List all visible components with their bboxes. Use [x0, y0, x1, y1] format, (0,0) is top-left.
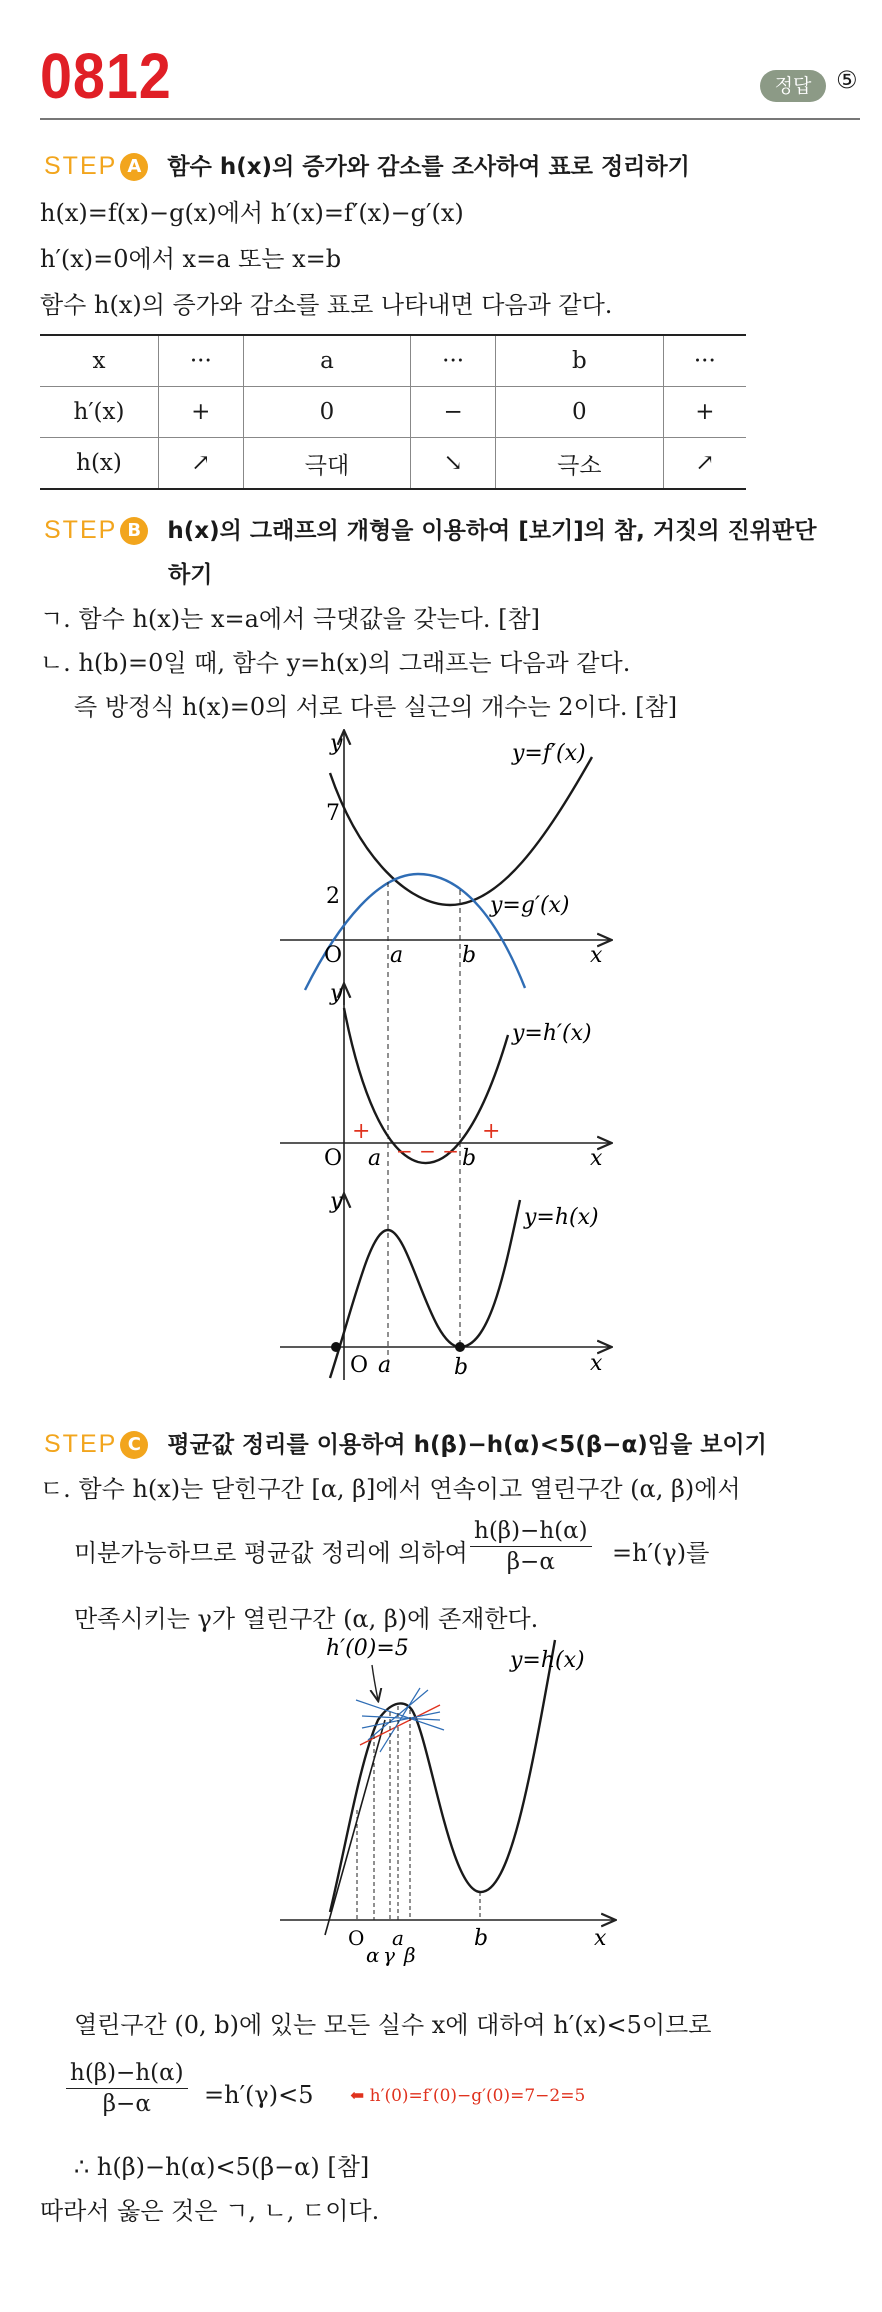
- g4-annotation: h′(0)=5: [326, 1636, 409, 1661]
- g4-tick-b: b: [474, 1926, 489, 1951]
- table-cell: ↗: [159, 438, 244, 490]
- answer-badge: 정답: [760, 70, 826, 102]
- step-c-title: 평균값 정리를 이용하여 h(β)−h(α)<5(β−α)임을 보이기: [167, 1432, 767, 1458]
- step-a-badge: A: [120, 153, 148, 181]
- step-c-heading: [44, 1426, 767, 1459]
- fraction-denominator: β−α: [506, 1549, 555, 1575]
- g1-tick-7: 7: [326, 801, 340, 826]
- fraction-denominator: β−α: [102, 2091, 151, 2117]
- g3-tick-b: b: [454, 1355, 469, 1380]
- g2-tick-b: b: [462, 1146, 477, 1171]
- g3-x-label: x: [590, 1351, 603, 1376]
- step-c-line-2-pre: 미분가능하므로 평균값 정리에 의하여: [74, 1539, 468, 1567]
- step-c-label: STEP: [44, 1430, 118, 1458]
- g2-y-label: y: [330, 981, 343, 1006]
- step-b-badge: B: [120, 517, 148, 545]
- step-b-line-2: ㄴ. h(b)=0일 때, 함수 y=h(x)의 그래프는 다음과 같다.: [40, 649, 631, 677]
- table-cell: ···: [411, 335, 496, 387]
- g4-x-label: x: [594, 1926, 607, 1951]
- g2-x-label: x: [590, 1146, 603, 1171]
- graph-fprime-gprime: [280, 731, 610, 1370]
- step-c-line-3: 만족시키는 γ가 열린구간 (α, β)에 존재한다.: [74, 1605, 539, 1633]
- table-cell: ···: [159, 335, 244, 387]
- table-cell: ↘: [411, 438, 496, 490]
- table-cell: 0: [243, 387, 411, 438]
- g3-label: y=h(x): [524, 1205, 599, 1230]
- g3-origin: O: [350, 1353, 369, 1378]
- table-cell: a: [243, 335, 411, 387]
- g4-origin: O: [348, 1926, 365, 1950]
- table-cell: ···: [663, 335, 746, 387]
- step-a-label: STEP: [44, 152, 118, 180]
- table-cell: h′(x): [40, 387, 159, 438]
- root-point: [331, 1342, 341, 1352]
- table-cell: x: [40, 335, 159, 387]
- conclusion: ∴ h(β)−h(α)<5(β−α) [참]: [74, 2153, 370, 2181]
- step-a-line-2: h′(x)=0에서 x=a 또는 x=b: [40, 245, 342, 273]
- ineq-fraction: [66, 2060, 188, 2117]
- graph-h: [280, 1189, 610, 1380]
- final-answer: 따라서 옳은 것은 ㄱ, ㄴ, ㄷ이다.: [40, 2197, 380, 2225]
- g3-y-label: y: [330, 1189, 343, 1214]
- table-cell: ↗: [663, 438, 746, 490]
- table-cell: b: [495, 335, 663, 387]
- graph-hprime: [280, 981, 610, 1200]
- derivative-note: ⬅ h′(0)=f′(0)−g′(0)=7−2=5: [350, 2086, 586, 2106]
- fraction-numerator: h(β)−h(α): [66, 2060, 188, 2089]
- g3-tick-a: a: [378, 1353, 392, 1378]
- g1-tick-2: 2: [326, 884, 340, 909]
- step-c-line-1: ㄷ. 함수 h(x)는 닫힌구간 [α, β]에서 연속이고 열린구간 (α, β)에서: [40, 1475, 741, 1503]
- g1-tick-a: a: [390, 943, 404, 968]
- step-b-title-2: 하기: [168, 562, 213, 588]
- table-cell: 극대: [243, 438, 411, 490]
- step-c-line-4: 열린구간 (0, b)에 있는 모든 실수 x에 대하여 h′(x)<5이므로: [74, 2011, 712, 2039]
- table-cell: +: [663, 387, 746, 438]
- table-cell: 0: [495, 387, 663, 438]
- g2-plus-right: +: [482, 1119, 501, 1144]
- g2-minus: − − −: [396, 1139, 459, 1163]
- g4-tick-beta: β: [404, 1943, 416, 1967]
- h-curve: [330, 1200, 520, 1378]
- table-cell: h(x): [40, 438, 159, 490]
- step-a-line-3: 함수 h(x)의 증가와 감소를 표로 나타내면 다음과 같다.: [40, 291, 613, 319]
- g2-tick-a: a: [368, 1146, 382, 1171]
- g4-tick-alpha: α: [366, 1943, 380, 1967]
- answer-value: ⑤: [836, 66, 858, 94]
- g1-tick-b: b: [462, 943, 477, 968]
- ineq-post: =h′(γ)<5: [204, 2081, 314, 2109]
- h-curve: [330, 1640, 555, 1912]
- step-a-title: 함수 h(x)의 증가와 감소를 조사하여 표로 정리하기: [167, 154, 690, 180]
- g1-x-label: x: [590, 943, 603, 968]
- g2-origin: O: [324, 1146, 343, 1171]
- g4-tick-a: a: [392, 1926, 404, 1950]
- g1-y-label: y: [330, 731, 343, 756]
- step-a-line-1: h(x)=f(x)−g(x)에서 h′(x)=f′(x)−g′(x): [40, 199, 464, 227]
- fraction-numerator: h(β)−h(α): [470, 1518, 592, 1547]
- step-b-title-1: h(x)의 그래프의 개형을 이용하여 [보기]의 참, 거짓의 진위판단: [167, 518, 817, 544]
- mvt-fraction: [470, 1518, 592, 1575]
- g4-tick-gamma: γ: [383, 1943, 395, 1967]
- step-b-label: STEP: [44, 516, 118, 544]
- root-point: [455, 1342, 465, 1352]
- g2-plus-left: +: [352, 1119, 371, 1144]
- g1-label-f: y=f′(x): [512, 741, 586, 766]
- step-b-line-1: ㄱ. 함수 h(x)는 x=a에서 극댓값을 갖는다. [참]: [40, 605, 541, 633]
- table-cell: −: [411, 387, 496, 438]
- table-cell: +: [159, 387, 244, 438]
- problem-number: 0812: [40, 40, 172, 112]
- fprime-curve: [330, 757, 592, 905]
- table-cell: 극소: [495, 438, 663, 490]
- tangent-at-origin: [325, 1720, 385, 1935]
- step-c-line-2-post: =h′(γ)를: [612, 1539, 710, 1567]
- g1-label-g: y=g′(x): [490, 893, 570, 918]
- step-b-line-3: 즉 방정식 h(x)=0의 서로 다른 실근의 개수는 2이다. [참]: [74, 693, 678, 721]
- step-c-badge: C: [120, 1431, 148, 1459]
- g4-label: y=h(x): [510, 1648, 585, 1673]
- g1-origin: O: [324, 943, 343, 968]
- annotation-arrow: [372, 1665, 378, 1700]
- g2-label: y=h′(x): [512, 1021, 592, 1046]
- graph-mvt: [280, 1636, 614, 1967]
